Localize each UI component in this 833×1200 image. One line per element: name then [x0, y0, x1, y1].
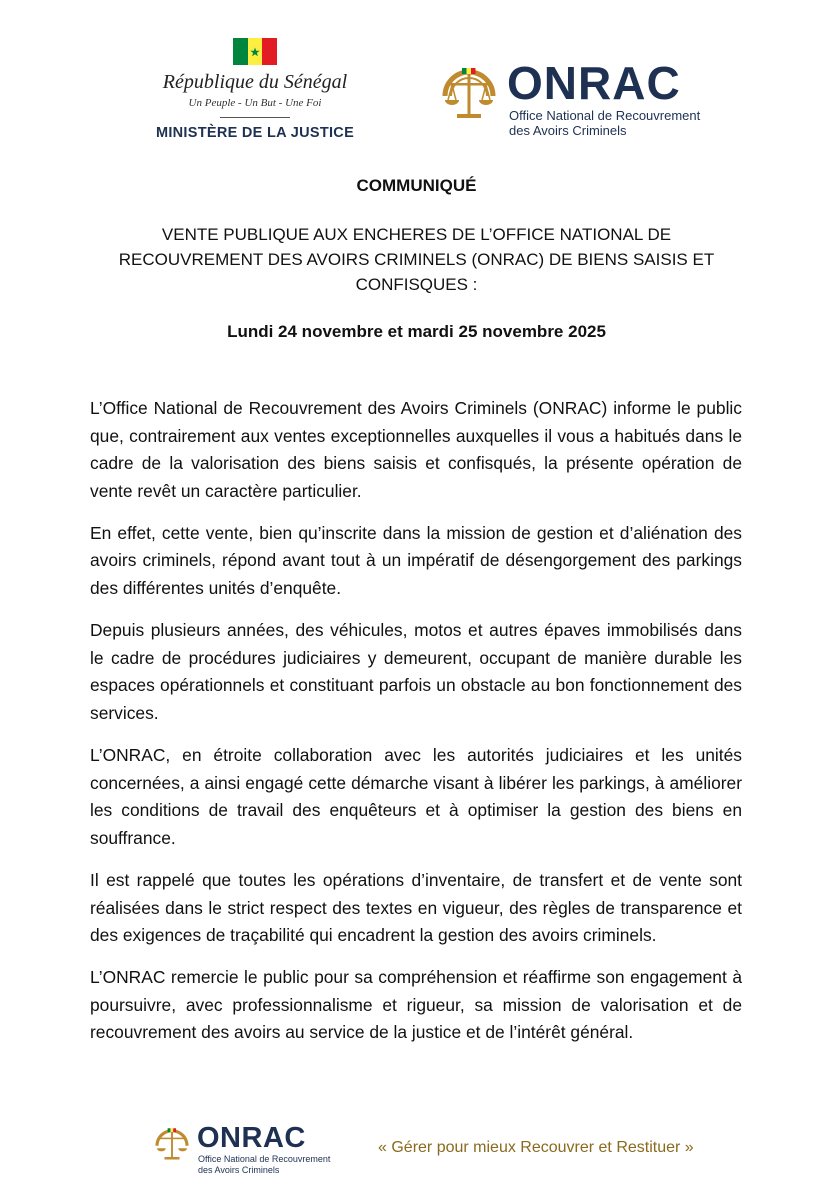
paragraph: L’Office National de Recouvrement des Avoirs Criminels (ONRAC) informe le public que, contrairement aux ventes exceptionnelles auxquelles il vous a habitués dans le cadre de la valorisation des biens saisis et confisqués, la présente opération de vente revêt un caractère particulier.	[90, 398, 742, 501]
scales-of-justice-icon	[437, 56, 501, 140]
paragraph: Depuis plusieurs années, des véhicules, motos et autres épaves immobilisés dans le cadre de procédures judiciaires y demeurent, occupant de manière durable les espaces opérationnels et constituant parfois un obstacle au bon fonctionnement des services.	[90, 620, 742, 723]
sale-dates: Lundi 24 novembre et mardi 25 novembre 2025	[227, 322, 606, 341]
ministry-name: MINISTÈRE DE LA JUSTICE	[155, 125, 355, 141]
paragraph: En effet, cette vente, bien qu’inscrite dans la mission de gestion et d’aliénation des avoirs criminels, répond avant tout à un impératif de désengorgement des parkings des différentes unités d’enquête.	[90, 522, 742, 599]
footer-onrac-logo	[152, 1122, 342, 1177]
scales-of-justice-icon	[152, 1120, 192, 1174]
onrac-wordmark: ONRAC	[197, 1122, 306, 1154]
slogan: « Gérer pour mieux Recouvrer et Restituer »	[378, 1139, 694, 1156]
divider	[220, 117, 290, 118]
headline-line: CONFISQUES :	[355, 275, 478, 294]
onrac-logo	[437, 58, 727, 142]
onrac-fullname	[198, 1154, 330, 1176]
republic-name: République du Sénégal	[162, 71, 348, 93]
headline-line: RECOUVREMENT DES AVOIRS CRIMINELS (ONRAC) DE BIENS SAISIS ET	[118, 250, 715, 269]
page-title: COMMUNIQUÉ	[356, 176, 477, 195]
headline-line: VENTE PUBLIQUE AUX ENCHERES DE L’OFFICE NATIONAL DE	[161, 225, 672, 244]
senegal-flag-icon	[233, 38, 277, 65]
paragraph: Il est rappelé que toutes les opérations d’inventaire, de transfert et de vente sont réalisées dans le strict respect des textes en vigueur, des règles de transparence et des exigences de traçabilité qui encadrent la gestion des avoirs criminels.	[90, 869, 742, 946]
onrac-fullname-line1: Office National de Recouvrement	[198, 1154, 331, 1164]
national-motto: Un Peuple - Un But - Une Foi	[188, 97, 322, 109]
communique-body	[90, 395, 742, 1061]
onrac-fullname	[509, 108, 700, 138]
onrac-fullname-line1: Office National de Recouvrement	[509, 108, 701, 123]
onrac-fullname-line2: des Avoirs Criminels	[198, 1165, 280, 1175]
headline	[60, 222, 773, 297]
ministry-header	[140, 38, 370, 141]
onrac-fullname-line2: des Avoirs Criminels	[509, 123, 627, 138]
paragraph: L’ONRAC remercie le public pour sa compréhension et réaffirme son engagement à poursuivre, avec professionnalisme et rigueur, sa mission de valorisation et de recouvrement des avoirs au service de la justice et de l’intérêt général.	[90, 967, 742, 1043]
onrac-wordmark: ONRAC	[507, 57, 681, 109]
paragraph: L’ONRAC, en étroite collaboration avec les autorités judiciaires et les unités concernées, a ainsi engagé cette démarche visant à libérer les parkings, à améliorer les conditions de travail des enquêteurs et à optimiser la gestion des biens en souffrance.	[90, 745, 742, 848]
